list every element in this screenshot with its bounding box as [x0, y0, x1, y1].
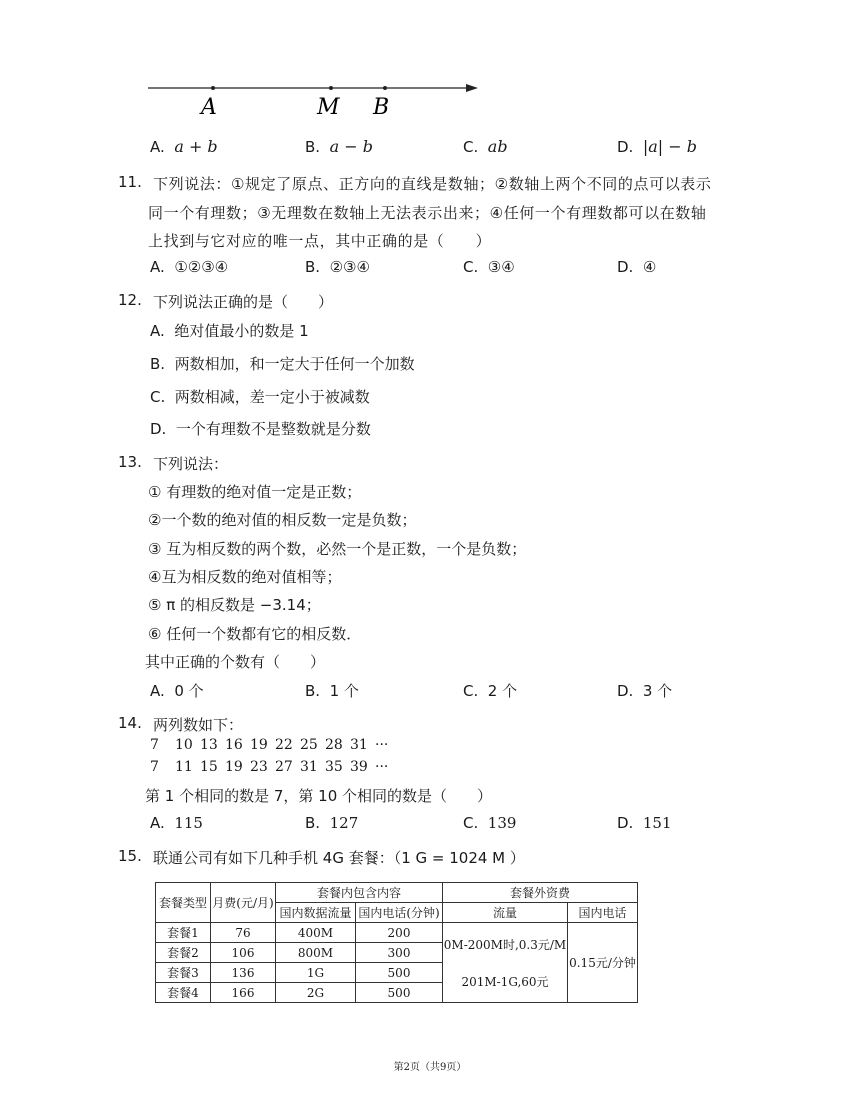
q13-item-5: ⑤ π 的相反数是 −3.14； — [148, 596, 321, 614]
q13-option-b[interactable]: B. 1 个 — [305, 682, 359, 700]
label-m: M — [317, 95, 340, 120]
q13-item-1: ① 有理数的绝对值一定是正数； — [148, 483, 362, 501]
q11-line-2: 同一个有理数；③无理数在数轴上无法表示出来；④任何一个有理数都可以在数轴 — [148, 204, 707, 222]
q15-number: 15. — [118, 847, 142, 865]
page-footer: 第2页（共9页） — [393, 1062, 467, 1073]
q13-item-6: ⑥ 任何一个数都有它的相反数． — [148, 625, 362, 643]
header-fee: 月费(元/月) — [211, 883, 276, 923]
q10-option-d[interactable]: D. |a| − b — [617, 137, 698, 156]
q13-stem: 下列说法： — [153, 455, 229, 473]
q12-number: 12. — [118, 291, 142, 309]
q12-stem: 下列说法正确的是（ ） — [153, 293, 334, 311]
q13-item-3: ③ 互为相反数的两个数，必然一个是正数，一个是负数； — [148, 540, 527, 558]
q11-option-d[interactable]: D. ④ — [617, 258, 657, 276]
q14-option-b[interactable]: B. 127 — [305, 814, 359, 832]
q13-option-a[interactable]: A. 0 个 — [150, 682, 204, 700]
q14-option-c[interactable]: C. 139 — [463, 814, 517, 832]
header-phone: 国内电话 — [568, 903, 638, 923]
header-included: 套餐内包含内容 — [276, 883, 443, 903]
q11-option-a[interactable]: A. ①②③④ — [150, 258, 229, 276]
q12-option-b[interactable]: B. 两数相加，和一定大于任何一个加数 — [150, 355, 415, 373]
point-m — [329, 86, 333, 90]
q14-option-a[interactable]: A. 115 — [150, 814, 203, 832]
q11-line-3: 上找到与它对应的唯一点，其中正确的是（ ） — [148, 232, 492, 250]
header-extra: 套餐外资费 — [443, 883, 638, 903]
q12-option-d[interactable]: D. 一个有理数不是整数就是分数 — [150, 420, 371, 438]
q13-number: 13. — [118, 453, 142, 471]
flow-rules-cell — [443, 923, 568, 1003]
table-row: 套餐2 106 800M 300 — [156, 943, 638, 963]
point-a — [211, 86, 215, 90]
header-data: 国内数据流量 — [276, 903, 356, 923]
q11-option-c[interactable]: C. ③④ — [463, 258, 515, 276]
q12-option-a[interactable]: A. 绝对值最小的数是 1 — [150, 322, 309, 340]
q14-sequence-1: 7 10 13 16 19 22 25 28 31 ··· — [150, 737, 389, 753]
q11-line-1: 下列说法：①规定了原点、正方向的直线是数轴；②数轴上两个不同的点可以表示 — [153, 175, 712, 193]
q12-option-c[interactable]: C. 两数相减，差一定小于被减数 — [150, 388, 370, 406]
q14-sequence-2: 7 11 15 19 23 27 31 35 39 ··· — [150, 759, 389, 775]
label-a: A — [201, 95, 217, 120]
header-call: 国内电话(分钟) — [356, 903, 443, 923]
flow-rule-2: 201M-1G,60元 — [461, 974, 549, 989]
point-b — [383, 86, 387, 90]
q14-stem: 两列数如下： — [153, 716, 244, 734]
table-row: 套餐1 76 400M 200 0M-200M时,0.3元/M 201M-1G,60元 0.15元/分钟 — [156, 923, 638, 943]
table-row: 套餐3 136 1G 500 — [156, 963, 638, 983]
q10-option-b[interactable]: B. a − b — [305, 137, 373, 156]
q15-stem: 联通公司有如下几种手机 4G 套餐：（1 G = 1024 M ） — [153, 849, 525, 867]
table-row: 套餐4 166 2G 500 — [156, 983, 638, 1003]
package-table — [155, 882, 638, 1003]
q10-option-a[interactable]: A. a + b — [150, 137, 218, 156]
q10-option-c[interactable]: C. ab — [463, 137, 508, 156]
q11-option-b[interactable]: B. ②③④ — [305, 258, 370, 276]
q13-item-2: ②一个数的绝对值的相反数一定是负数； — [148, 511, 417, 529]
q13-option-c[interactable]: C. 2 个 — [463, 682, 518, 700]
q11-number: 11. — [118, 173, 142, 191]
q14-option-d[interactable]: D. 151 — [617, 814, 672, 832]
number-line-figure — [145, 72, 485, 122]
q14-number: 14. — [118, 714, 142, 732]
header-type: 套餐类型 — [156, 883, 211, 923]
phone-rule-cell: 0.15元/分钟 — [568, 923, 638, 1003]
q13-item-4: ④互为相反数的绝对值相等； — [148, 568, 342, 586]
q13-question: 其中正确的个数有（ ） — [145, 653, 326, 671]
q14-question: 第 1 个相同的数是 7，第 10 个相同的数是（ ） — [145, 787, 493, 805]
flow-rule-1: 0M-200M时,0.3元/M — [443, 937, 567, 952]
label-b: B — [373, 95, 390, 120]
q13-option-d[interactable]: D. 3 个 — [617, 682, 673, 700]
header-flow: 流量 — [443, 903, 568, 923]
